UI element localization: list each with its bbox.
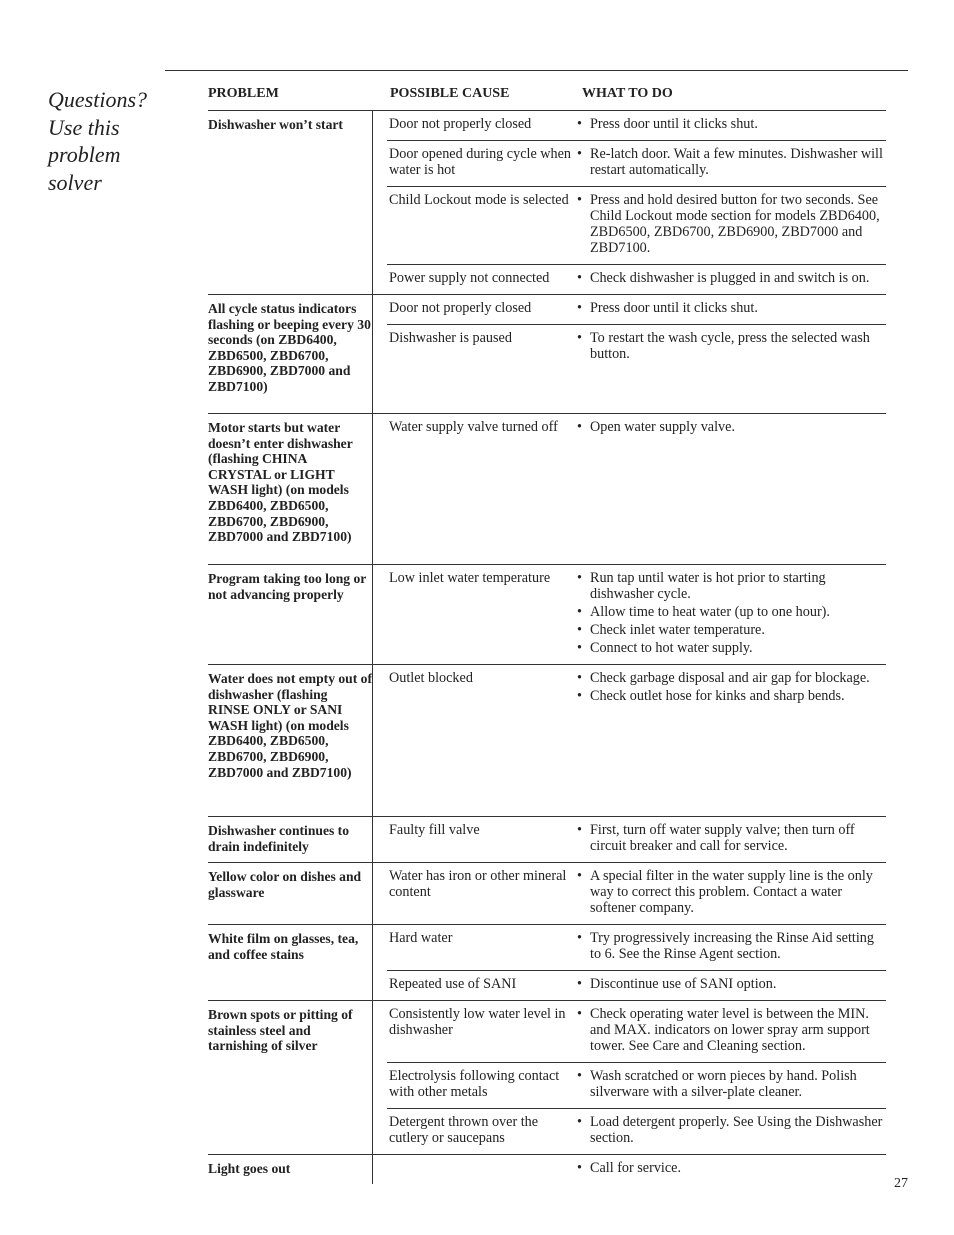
possible-cause: Detergent thrown over the cutlery or saucepans	[389, 1114, 539, 1146]
possible-cause: Water has iron or other mineral content	[389, 868, 567, 900]
possible-cause: Door opened during cycle when water is hot	[389, 146, 572, 178]
cause-row	[387, 141, 886, 187]
what-to-do-item: • Re-latch door. Wait a few minutes. Dishwasher will restart automatically.	[575, 146, 886, 178]
what-to-do-item: • Allow time to heat water (up to one hour).	[575, 604, 886, 620]
cause-row	[387, 1155, 886, 1184]
problem-label: Water does not empty out of dishwasher (flashing RINSE ONLY or SANI WASH light) (on models ZBD6400, ZBD6500, ZBD6700, ZBD6900, ZBD7000 and ZBD7100)	[208, 665, 373, 816]
what-to-do-item: • Check dishwasher is plugged in and switch is on.	[575, 270, 886, 286]
possible-cause: Power supply not connected	[389, 270, 550, 286]
what-to-do-list	[575, 325, 886, 370]
cause-row	[387, 187, 886, 265]
problem-label: Dishwasher continues to drain indefinitely	[208, 817, 373, 862]
cause-row	[387, 265, 886, 294]
problem-label: Light goes out	[208, 1155, 373, 1184]
what-to-do-list	[575, 1063, 886, 1108]
cause-row	[387, 665, 886, 712]
cause-row	[387, 863, 886, 924]
what-to-do-item: • Wash scratched or worn pieces by hand. Polish silverware with a silver-plate cleaner.	[575, 1068, 886, 1100]
header-problem: PROBLEM	[208, 86, 279, 101]
possible-cause: Dishwasher is paused	[389, 330, 512, 346]
cause-row	[387, 111, 886, 141]
problem-label: White film on glasses, tea, and coffee stains	[208, 925, 373, 1000]
side-title: Questions? Use this problem solver	[48, 87, 147, 195]
problem-group	[208, 111, 886, 295]
cause-row	[387, 1001, 886, 1063]
problem-label: Brown spots or pitting of stainless steel and tarnishing of silver	[208, 1001, 373, 1154]
what-to-do-item: • Press door until it clicks shut.	[575, 116, 886, 132]
possible-cause: Low inlet water temperature	[389, 570, 551, 586]
problem-label: All cycle status indicators flashing or beeping every 30 seconds (on ZBD6400, ZBD6500, ZBD6700, ZBD6900, ZBD7000 and ZBD7100)	[208, 295, 373, 413]
problem-group	[208, 1001, 886, 1155]
header-todo: WHAT TO DO	[582, 86, 673, 101]
what-to-do-item: • Check outlet hose for kinks and sharp bends.	[575, 688, 886, 704]
cause-row	[387, 817, 886, 862]
what-to-do-item: • Discontinue use of SANI option.	[575, 976, 886, 992]
what-to-do-list	[575, 817, 886, 862]
what-to-do-item: • Load detergent properly. See Using the Dishwasher section.	[575, 1114, 886, 1146]
cause-row	[387, 925, 886, 971]
what-to-do-item: • Press door until it clicks shut.	[575, 300, 886, 316]
what-to-do-list	[575, 414, 886, 443]
problem-label: Program taking too long or not advancing properly	[208, 565, 373, 664]
cause-row	[387, 1063, 886, 1109]
cause-row	[387, 295, 886, 325]
cause-row	[387, 971, 886, 1000]
problem-group	[208, 414, 886, 565]
what-to-do-list	[575, 187, 886, 264]
cause-row	[387, 414, 886, 443]
what-to-do-item: • Check garbage disposal and air gap for blockage.	[575, 670, 886, 686]
possible-cause: Electrolysis following contact with other metals	[389, 1068, 560, 1100]
what-to-do-item: • To restart the wash cycle, press the selected wash button.	[575, 330, 886, 362]
what-to-do-list	[575, 111, 886, 140]
what-to-do-list	[575, 565, 886, 664]
what-to-do-list	[575, 863, 886, 924]
possible-cause	[387, 1155, 575, 1184]
table-header	[208, 86, 886, 111]
what-to-do-list	[575, 1155, 886, 1184]
problem-group	[208, 1155, 886, 1184]
what-to-do-item: • First, turn off water supply valve; then turn off circuit breaker and call for service.	[575, 822, 886, 854]
what-to-do-item: • Check inlet water temperature.	[575, 622, 886, 638]
problem-group	[208, 295, 886, 414]
what-to-do-list	[575, 265, 886, 294]
page-number: 27	[894, 1176, 908, 1191]
possible-cause: Outlet blocked	[389, 670, 473, 686]
what-to-do-item: • Run tap until water is hot prior to starting dishwasher cycle.	[575, 570, 886, 602]
what-to-do-list	[575, 1001, 886, 1062]
possible-cause: Hard water	[389, 930, 453, 946]
possible-cause: Door not properly closed	[389, 300, 532, 316]
top-rule	[165, 70, 908, 71]
possible-cause: Repeated use of SANI	[389, 976, 517, 992]
problem-group	[208, 665, 886, 817]
what-to-do-item: • A special filter in the water supply line is the only way to correct this problem. Contact a water softener company.	[575, 868, 886, 916]
problem-label: Motor starts but water doesn’t enter dishwasher (flashing CHINA CRYSTAL or LIGHT WASH light) (on models ZBD6400, ZBD6500, ZBD6700, ZBD6900, ZBD7000 and ZBD7100)	[208, 414, 373, 564]
problem-group	[208, 565, 886, 665]
cause-row	[387, 1109, 886, 1154]
what-to-do-item: • Call for service.	[575, 1160, 886, 1176]
possible-cause: Faulty fill valve	[389, 822, 480, 838]
what-to-do-list	[575, 971, 886, 1000]
what-to-do-list	[575, 295, 886, 324]
problem-group	[208, 925, 886, 1001]
what-to-do-item: • Press and hold desired button for two seconds. See Child Lockout mode section for models ZBD6400, ZBD6500, ZBD6700, ZBD6900, ZBD7000 and ZBD7100.	[575, 192, 886, 256]
possible-cause: Water supply valve turned off	[389, 419, 558, 435]
what-to-do-list	[575, 665, 886, 712]
header-cause: POSSIBLE CAUSE	[390, 86, 510, 101]
problem-label: Dishwasher won’t start	[208, 111, 373, 294]
problem-solver-table	[208, 111, 886, 1184]
what-to-do-item: • Check operating water level is between the MIN. and MAX. indicators on lower spray arm support tower. See Care and Cleaning section.	[575, 1006, 886, 1054]
problem-group	[208, 863, 886, 925]
possible-cause: Door not properly closed	[389, 116, 532, 132]
problem-label: Yellow color on dishes and glassware	[208, 863, 373, 924]
possible-cause: Consistently low water level in dishwasher	[389, 1006, 566, 1038]
what-to-do-item: • Connect to hot water supply.	[575, 640, 886, 656]
problem-group	[208, 817, 886, 863]
what-to-do-list	[575, 925, 886, 970]
what-to-do-item: • Try progressively increasing the Rinse Aid setting to 6. See the Rinse Agent section.	[575, 930, 886, 962]
what-to-do-item: • Open water supply valve.	[575, 419, 886, 435]
cause-row	[387, 565, 886, 664]
cause-row	[387, 325, 886, 370]
possible-cause: Child Lockout mode is selected	[389, 192, 569, 208]
what-to-do-list	[575, 141, 886, 186]
what-to-do-list	[575, 1109, 886, 1154]
